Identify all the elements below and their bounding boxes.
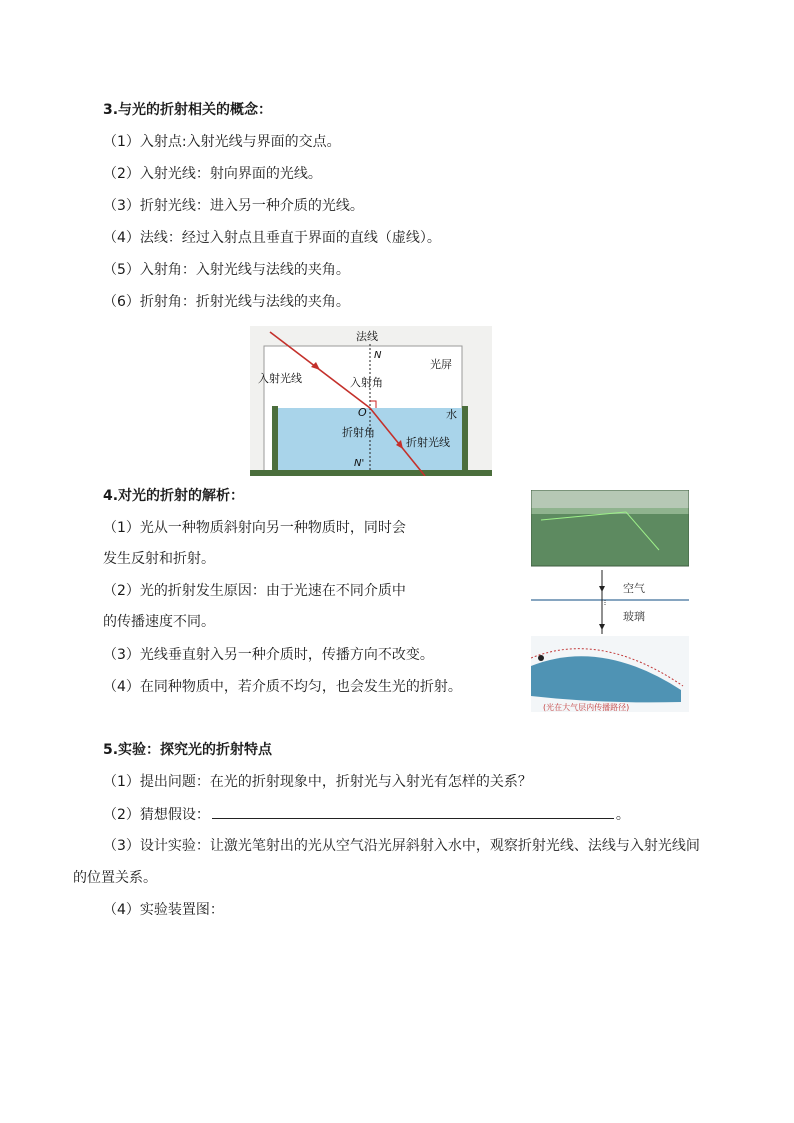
label-glass: 玻璃 xyxy=(623,610,645,623)
section-3-item-1: （1）入射点:入射光线与界面的交点。 xyxy=(103,134,341,150)
section-3-item-3: （3）折射光线：进入另一种介质的光线。 xyxy=(103,198,364,214)
section-5-question-2 xyxy=(103,804,630,825)
label-air: 空气 xyxy=(623,582,645,595)
question-2-suffix: 。 xyxy=(615,807,630,823)
question-2-prefix: （2）猜想假设： xyxy=(103,807,210,823)
section-4-item-1a: （1）光从一种物质斜射向另一种物质时，同时会 xyxy=(103,520,406,536)
label-water: 水 xyxy=(446,408,457,421)
section-4-heading: 4.对光的折射的解析： xyxy=(103,488,245,504)
refraction-photo-stack xyxy=(531,490,689,712)
section-4-item-4: （4）在同种物质中，若介质不均匀，也会发生光的折射。 xyxy=(103,679,462,695)
section-4-item-1b: 发生反射和折射。 xyxy=(103,551,215,567)
hypothesis-blank[interactable] xyxy=(212,804,614,819)
section-3-item-2: （2）入射光线：射向界面的光线。 xyxy=(103,166,322,182)
label-point-o: O xyxy=(358,406,367,419)
section-4-item-2b: 的传播速度不同。 xyxy=(103,614,215,630)
label-n-top: N xyxy=(374,350,382,361)
section-5-question-1: （1）提出问题：在光的折射现象中，折射光与入射光有怎样的关系？ xyxy=(103,774,532,790)
label-screen: 光屏 xyxy=(430,358,452,371)
label-normal: 法线 xyxy=(356,330,378,343)
section-3-item-6: （6）折射角：折射光线与法线的夹角。 xyxy=(103,294,350,310)
section-3-heading: 3.与光的折射相关的概念： xyxy=(103,102,273,118)
section-4-item-2a: （2）光的折射发生原因：由于光速在不同介质中 xyxy=(103,583,406,599)
label-n-bottom: N' xyxy=(354,458,365,469)
label-incident-ray: 入射光线 xyxy=(258,372,302,385)
label-refracted-ray: 折射光线 xyxy=(406,436,450,449)
refraction-diagram xyxy=(250,326,492,476)
section-3-item-4: （4）法线：经过入射点且垂直于界面的直线（虚线）。 xyxy=(103,230,441,246)
section-3-item-5: （5）入射角：入射光线与法线的夹角。 xyxy=(103,262,350,278)
atmosphere-caption: (光在大气层内传播路径) xyxy=(543,703,630,712)
section-5-question-3-line-2: 的位置关系。 xyxy=(73,870,157,886)
section-5-heading: 5.实验：探究光的折射特点 xyxy=(103,742,273,758)
label-refraction-angle: 折射角 xyxy=(342,426,375,439)
label-incident-angle: 入射角 xyxy=(350,376,383,389)
section-4-item-3: （3）光线垂直射入另一种介质时，传播方向不改变。 xyxy=(103,647,434,663)
section-5-question-4: （4）实验装置图： xyxy=(103,902,224,918)
section-5-question-3-line-1: （3）设计实验：让激光笔射出的光从空气沿光屏斜射入水中，观察折射光线、法线与入射光线间 xyxy=(103,838,700,854)
